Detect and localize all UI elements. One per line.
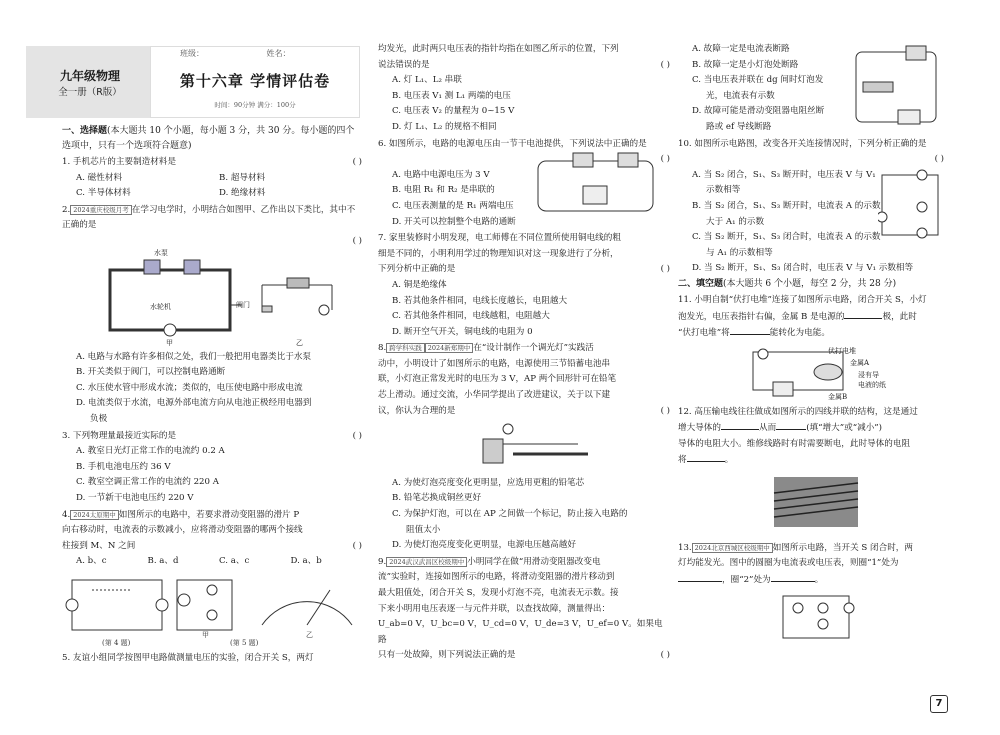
column-3 [678, 42, 944, 651]
question-3: 3. 下列物理量最接近实际的是 ( ) A. 教室日光灯正常工作的电流约 0.2 A B. 手机电池电压约 36 V C. 教室空调正常工作的电流约 220 A D. 一节新干电池电压约 220 V [62, 430, 362, 503]
question-12: 12. 高压输电线往往做成如图所示的四线并联的结构，这是通过 增大导体的 从而 (填“增大”或“减小”) 导体的电阻大小。维修线路时有时需要断电，此时导体的电阻 将 。 [678, 405, 944, 540]
figure-q10 [878, 167, 944, 247]
name-bar [160, 48, 355, 59]
question-2: 2. 2024重庆校级月考 在学习电学时，小明结合如图甲、乙作出以下类比，其中不正确的是 ( ) 水泵 水轮机 阀门 甲 乙 A. 电路与水路有许多相似之处，我们一般把用电器类比于水泵 B. 开关类似于阀门，可以控制电路通断 C. 水压使水管中形成水流；类似的，电压使电路中形成电流 D. 电流类似于水流，电源外部电流方向从电池正极经用电器到 负极 [62, 204, 362, 424]
source-tag: 2024新郑期中 [425, 343, 474, 353]
chapter-title: 第十六章 学情评估卷 [179, 72, 331, 90]
section-1-heading: 一、选择题(本大题共 10 个小题，每小题 3 分，共 30 分。每小题的四个选项中，只有一个选项符合题意) [62, 126, 355, 151]
class-label: 班级： [180, 49, 204, 58]
column-2 [378, 42, 670, 664]
source-tag: 跨学科实践 [386, 343, 425, 353]
question-4: 4. 2024太原期中 如图所示的电路中，若要求滑动变阻器的滑片 P 向右移动时，电流表的示数减小，应将滑动变阻器的哪两个接线 柱接到 M、N 之间 ( ) A. b、c B. a、d C. a、c D. a、b (第 4 题) (第 5 题) 甲 乙 [62, 508, 362, 650]
figure-q9 [848, 42, 944, 137]
question-5: 5. 友谊小组同学按图甲电路做测量电压的实验，闭合开关 S，两灯 [62, 652, 314, 663]
source-tag: 2024北京西城区校级期中 [692, 543, 773, 553]
question-5-cont: 均发光，此时两只电压表的指针均指在如图乙所示的位置，下列 说法错误的是 ( ) A. 灯 L₁、L₂ 串联 B. 电压表 V₁ 测 L₁ 两端的电压 C. 电压表 V₂ 的量程为 0~15 V D. 灯 L₁、L₂ 的规格不相同 [378, 44, 670, 132]
name-label: 姓名： [266, 49, 291, 58]
question-9-cont: A. 故障一定是电流表断路 B. 故障一定是小灯泡处断路 C. 当电压表并联在 dg 间时灯泡发 光，电流表有示数 D. 故障可能是滑动变阻器电阻丝断 路或 ef 导线断路 [678, 42, 944, 136]
section-2-heading: 二、填空题(本大题共 6 个小题，每空 2 分，共 28 分) [678, 278, 897, 289]
question-1: 1. 手机芯片的主要制造材料是 ( ) A. 磁性材料 B. 超导材料 C. 半导体材料 D. 绝缘材料 [62, 157, 362, 199]
question-9: 9. 2024武汉武昌区校级期中 小明同学在做“用滑动变阻器改变电 流”实验时，连接如图所示的电路，将滑动变阻器的滑片移动到 最大阻值处，闭合开关 S，发现小灯泡不亮，电流表无示数。接 下来小明用电压表逐一与元件并联，以查找故障，测量得出： U_ab=0 V，U_bc=0 V，U_cd=0 V，U_de=3 V，U_ef=0 V。如果电路 只有一处故障，则下列说法正确的是 ( ) [378, 556, 670, 661]
source-tag: 2024武汉武昌区校级期中 [386, 557, 467, 567]
question-11: 11. 小明自制“伏打电堆”连接了如图所示电路，闭合开关 S，小灯 泡发光，电压表指针右偏，金属 B 是电源的 极，此时 “伏打电堆”将 能转化为电能。 伏打电堆 金属A 浸有导 电液的纸 金属B [678, 293, 944, 404]
column-1 [62, 124, 362, 666]
exam-meta: 时间：90分钟 满分：100分 [214, 101, 296, 109]
book-sub: 全一册（R版） [58, 87, 122, 98]
figure-q12-power-lines [678, 473, 944, 533]
figure-q13 [678, 588, 944, 644]
source-tag: 2024重庆校级月考 [70, 205, 132, 215]
question-7: 7. 家里装修时小明发现，电工师傅在不同位置所使用铜电线的粗 细是不同的，小明利用学过的物理知识对这一现象进行了分析， 下列分析中正确的是 ( ) A. 铜是绝缘体 B. 若其他条件相同，电线长度越长，电阻越大 C. 若其他条件相同，电线越粗，电阻越大 D. 断开空气开关，铜电线的电阻为 0 [378, 233, 670, 337]
book-title: 九年级物理 [59, 69, 120, 83]
figure-q4-q5: (第 4 题) (第 5 题) 甲 乙 [62, 570, 362, 650]
figure-q6 [528, 151, 668, 221]
question-10: 10. 如图所示电路图，改变各开关连接情况时，下列分析正确的是 ( ) A. 当 S₂ 闭合，S₁、S₃ 断开时，电压表 V 与 V₁ 示数相等 B. 当 S₂ 闭合，S₁、S₃ 断开时，电流表 A 的示数 大于 A₁ 的示数 C. 当 S₂ 断开，S₁、S₃ 闭合时，电流表 A 的示数 与 A₁ 的示数相等 D. 当 S₂ 断开，S₁、S₃ 闭合时，电压表 V 与 V₁ 示数相等 [678, 138, 944, 274]
figure-q11: 伏打电堆 金属A 浸有导 电液的纸 金属B [678, 342, 944, 404]
figure-water-circuit: 水泵 水轮机 阀门 甲 乙 [62, 250, 362, 350]
question-6: 6. 如图所示，电路的电源电压由一节干电池提供，下列说法中正确的是 ( ) A. 电路中电源电压为 3 V B. 电阻 R₁ 和 R₂ 是串联的 C. 电压表测量的是 R₁ 两端电压 D. 开关可以控制整个电路的通断 [378, 138, 670, 227]
page-number: 7 [930, 695, 948, 713]
book-label [40, 68, 140, 102]
source-tag: 2024太原期中 [70, 510, 119, 520]
figure-q8 [378, 419, 670, 469]
question-13: 13. 2024北京西城区校级期中 如图所示电路，当开关 S 闭合时，两 灯均能发光。图中的圆圈为电流表或电压表，则圈“1”处为 ，圈“2”处为 。 [678, 541, 944, 651]
question-8: 8. 跨学科实践 2024新郑期中 在“设计制作一个调光灯”实践活 动中，小明设计了如图所示的电路，电源使用三节铅蓄电池串 联，小灯泡正常发光时的电压为 3 V，AP 两个回形针可在铅笔 芯上滑动。通过交流，小华同学提出了改进建议，关于以下建 议，你认为合理的是 ( ) A. 为使灯泡亮度变化更明显，应选用更粗的铅笔芯 B. 铅笔芯换成铜丝更好 C. 为保护灯泡，可以在 AP 之间做一个标记，防止接入电路的 阻值太小 D. 为使灯泡亮度变化更明显，电源电压越高越好 [378, 343, 670, 551]
